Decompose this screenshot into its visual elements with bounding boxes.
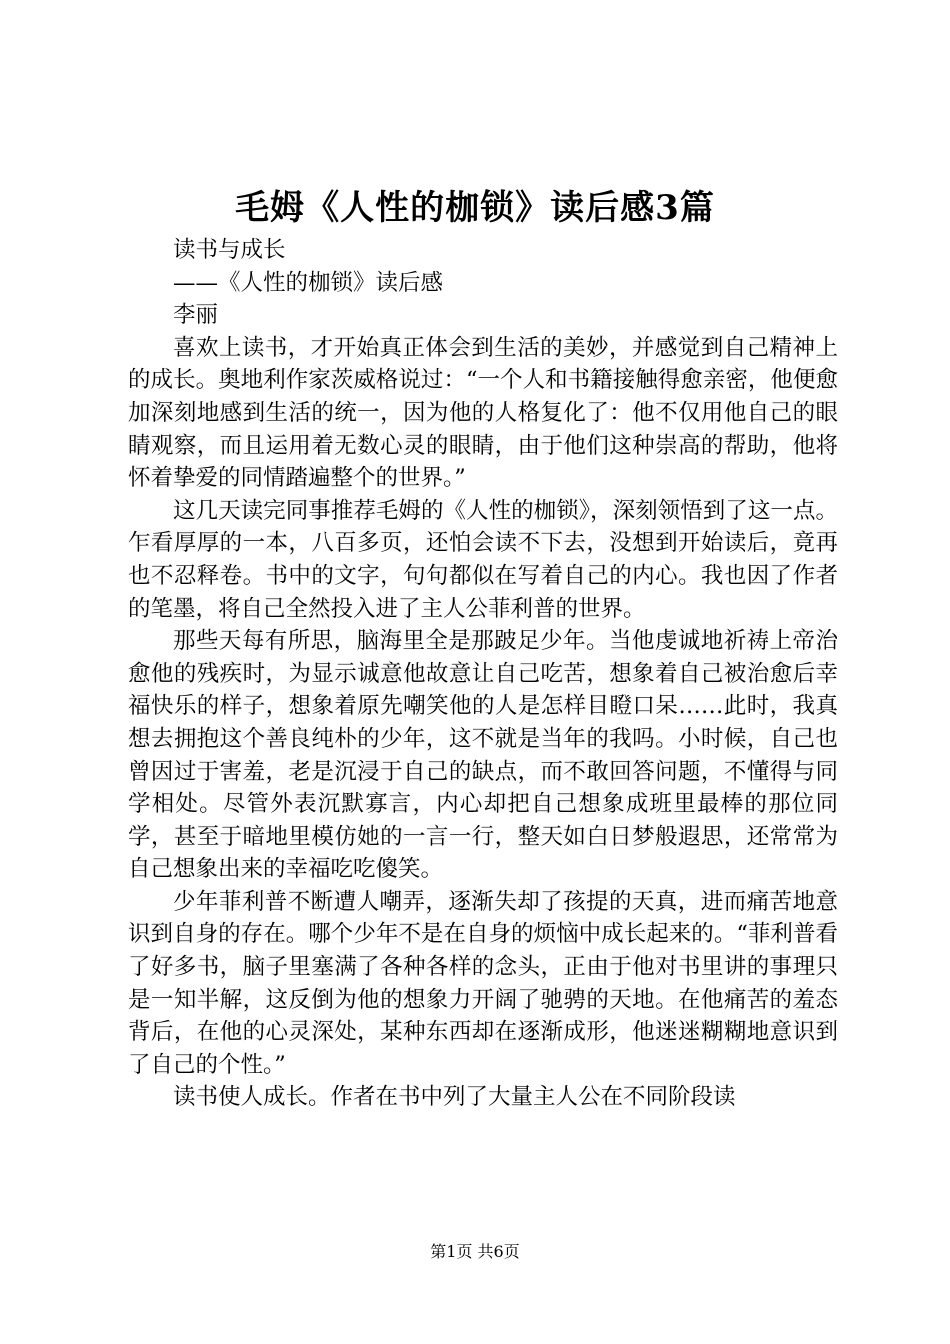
paragraph-2: 这几天读完同事推荐毛姆的《人性的枷锁》，深刻领悟到了这一点。乍看厚厚的一本，八百多页，还怕会读不下去，没想到开始读后，竟再也不忍释卷。书中的文字，句句都似在写着自己的内心。我也因了作者的笔墨，将自己全然投入进了主人公菲利普的世界。 [128,497,838,622]
paragraph-3: 那些天每有所思，脑海里全是那跛足少年。当他虔诚地祈祷上帝治愈他的残疾时，为显示诚意他故意让自己吃苦，想象着自己被治愈后幸福快乐的样子，想象着原先嘲笑他的人是怎样目瞪口呆……此时，我真想去拥抱这个善良纯朴的少年，这不就是当年的我吗。小时候，自己也曾因过于害羞，老是沉浸于自己的缺点，而不敢回答问题，不懂得与同学相处。尽管外表沉默寡言，内心却把自己想象成班里最棒的那位同学，甚至于暗地里模仿她的一言一行，整天如白日梦般遐思，还常常为自己想象出来的幸福吃吃傻笑。 [128,628,838,883]
paragraph-5: 读书使人成长。作者在书中列了大量主人公在不同阶段读 [173,1084,736,1111]
subtitle-secondary: ——《人性的枷锁》读后感 [173,269,444,296]
paragraph-1: 喜欢上读书，才开始真正体会到生活的美妙，并感觉到自己精神上的成长。奥地利作家茨威格说过：“一个人和书籍接触得愈亲密，他便愈加深刻地感到生活的统一，因为他的人格复化了：他不仅用他自己的眼睛观察，而且运用着无数心灵的眼睛，由于他们这种崇高的帮助，他将怀着挚爱的同情踏遍整个的世界。” [128,334,838,492]
paragraph-4: 少年菲利普不断遭人嘲弄，逐渐失却了孩提的天真，进而痛苦地意识到自身的存在。哪个少年不是在自身的烦恼中成长起来的。“菲利普看了好多书，脑子里塞满了各种各样的念头，正由于他对书里讲的事理只是一知半解，这反倒为他的想象力开阔了驰骋的天地。在他痛苦的羞态背后，在他的心灵深处，某种东西却在逐渐成形，他迷迷糊糊地意识到了自己的个性。” [128,888,838,1078]
document-title: 毛姆《人性的枷锁》读后感3篇 [235,188,715,228]
author-name: 李丽 [173,302,219,329]
page-number-footer: 第1页 共6页 [430,1242,520,1261]
document-body [128,234,838,1114]
subtitle: 读书与成长 [173,237,286,263]
